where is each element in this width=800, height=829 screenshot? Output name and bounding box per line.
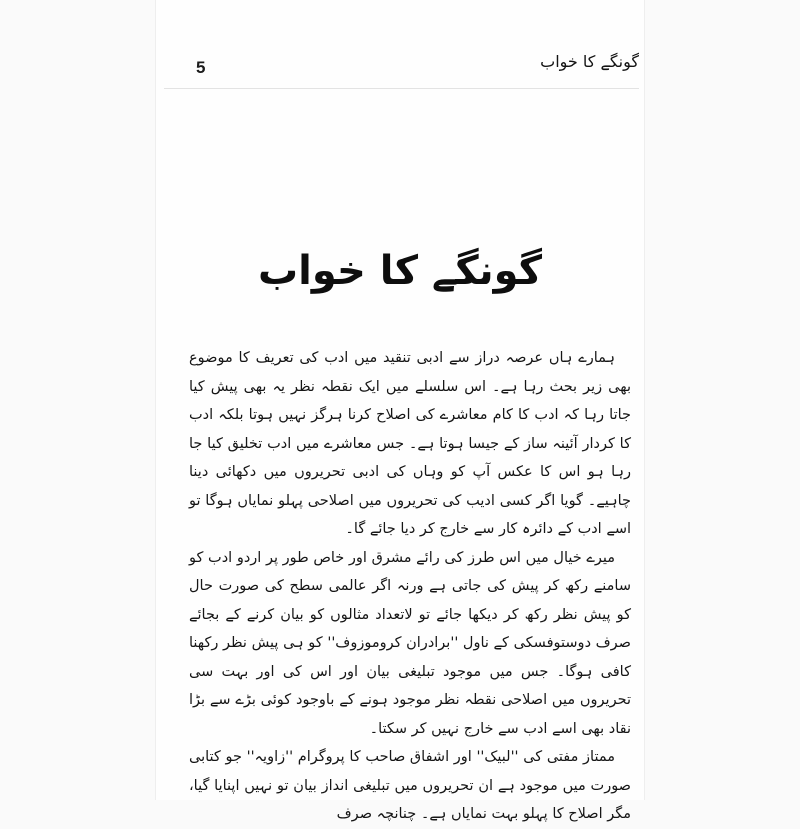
paragraph: میرے خیال میں اس طرز کی رائے مشرق اور خاص طور پر اردو ادب کو سامنے رکھ کر پیش کی جاتی ہے ورنہ اگر عالمی سطح کی صورت حال کو پیش نظر رکھ کر دیکھا جائے تو لاتعداد مثالوں کو بیان کرنے کے بجائے صرف دوستوفسکی کے ناول ''برادران کروموزوف'' کو ہی پیش نظر رکھنا کافی ہوگا۔ جس میں موجود تبلیغی بیان اور اس کی اور بہت سی تحریروں میں اصلاحی نقطہ نظر موجود ہونے کے باوجود کوئی بڑے سے بڑا نقاد بھی اسے ادب سے خارج نہیں کر سکتا۔ [189,549,631,737]
paragraph: ممتاز مفتی کی ''لبیک'' اور اشفاق صاحب کا پروگرام ''زاویہ'' جو کتابی صورت میں موجود ہے ان تحریروں میں تبلیغی انداز بیان تو نہیں اپنایا گیا، مگر اصلاح کا پہلو بہت نمایاں ہے۔ چنانچہ صرف [189,749,631,822]
page-number: 5 [196,58,206,77]
paragraph: ہمارے ہاں عرصہ دراز سے ادبی تنقید میں ادب کی تعریف کا موضوع بھی زیر بحث رہا ہے۔ اس سلسلے میں ایک نقطہ نظر یہ بھی پیش کیا جاتا رہا کہ ادب کا کام معاشرے کی اصلاح کرنا ہرگز نہیں ہوتا بلکہ ادب کا کردار آئینہ ساز کے جیسا ہوتا ہے۔ جس معاشرے میں ادب تخلیق کیا جا رہا ہو اس کا عکس آپ کو وہاں کی ادبی تحریروں میں دکھائی دینا چاہیے۔ گویا اگر کسی ادیب کی تحریروں میں اصلاحی پہلو نمایاں ہوگا تو اسے ادب کے دائرہ کار سے خارج کر دیا جائے گا۔ [189,350,631,537]
chapter-title: گونگے کا خواب [257,248,542,294]
body-text [189,344,631,829]
running-title: گونگے کا خواب [540,52,639,71]
header-divider [164,88,639,89]
book-page [155,0,645,822]
page-header [156,52,644,82]
